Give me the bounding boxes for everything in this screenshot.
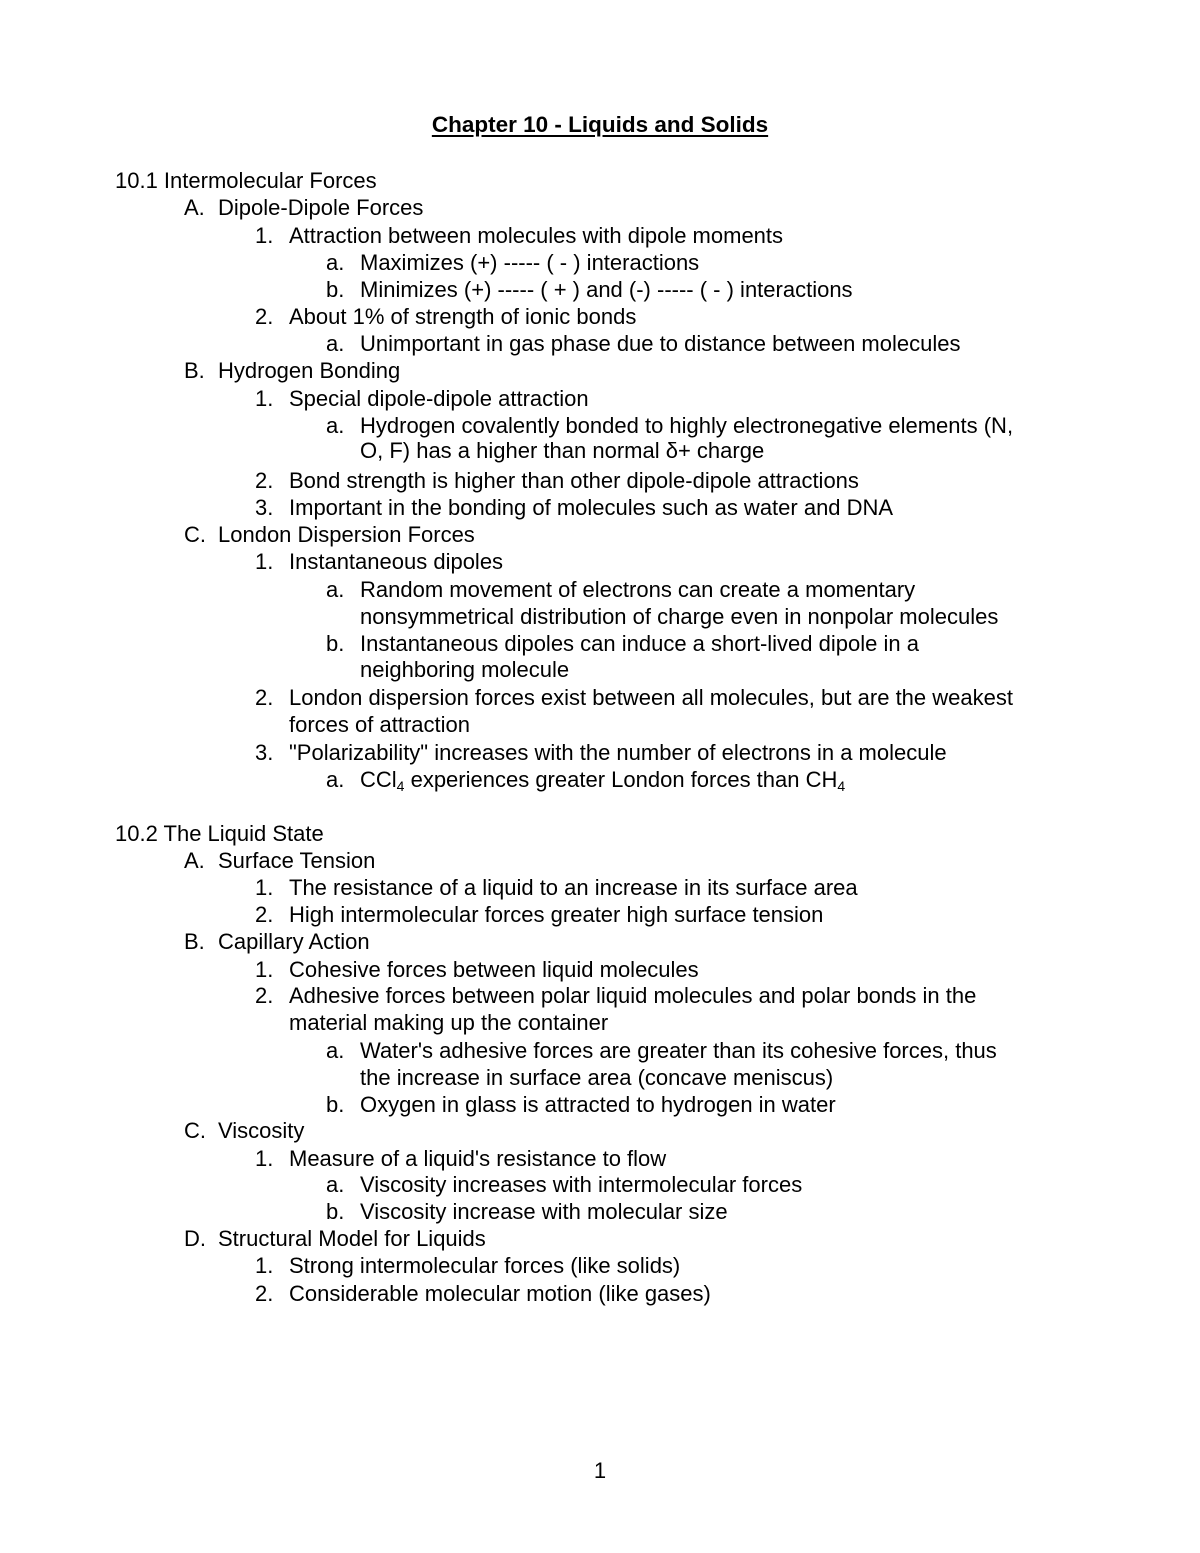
formula-ccl: CCl [360, 767, 397, 792]
item-text: Viscosity [218, 1118, 305, 1143]
subscript: 4 [837, 778, 846, 794]
item-text: Bond strength is higher than other dipole-dipole attractions [289, 468, 859, 493]
item-text: Maximizes (+) ----- ( - ) interactions [360, 250, 700, 275]
item-text: London dispersion forces exist between all molecules, but are the weakest [289, 685, 1013, 710]
item-label: A. [184, 848, 205, 873]
item-label: 2. [255, 685, 274, 710]
item-label: b. [326, 277, 345, 302]
item-label: 2. [255, 902, 274, 927]
item-text [360, 767, 845, 793]
item-text: Unimportant in gas phase due to distance between molecules [360, 331, 961, 356]
section-heading: 10.2 The Liquid State [115, 821, 324, 846]
item-text: Special dipole-dipole attraction [289, 386, 589, 411]
section-heading: 10.1 Intermolecular Forces [115, 168, 377, 193]
item-label: B. [184, 358, 205, 383]
item-text: Oxygen in glass is attracted to hydrogen in water [360, 1092, 836, 1117]
item-text: Strong intermolecular forces (like solids) [289, 1253, 681, 1278]
item-label: b. [326, 1199, 345, 1224]
item-text-continuation: the increase in surface area (concave meniscus) [360, 1065, 834, 1090]
item-text: Capillary Action [218, 929, 370, 954]
item-label: 2. [255, 304, 274, 329]
document-title: Chapter 10 - Liquids and Solids [431, 112, 769, 137]
item-text: Instantaneous dipoles [289, 549, 504, 574]
item-label: 1. [255, 386, 274, 411]
item-label: 2. [255, 468, 274, 493]
item-text: Hydrogen Bonding [218, 358, 401, 383]
item-label: a. [326, 1038, 345, 1063]
item-text-continuation: O, F) has a higher than normal δ+ charge [360, 438, 765, 463]
item-text: Measure of a liquid's resistance to flow [289, 1146, 667, 1171]
item-text: Structural Model for Liquids [218, 1226, 486, 1251]
item-text-continuation: material making up the container [289, 1010, 609, 1035]
item-label: 1. [255, 875, 274, 900]
item-label: 3. [255, 740, 274, 765]
item-label: D. [184, 1226, 206, 1251]
item-text: London Dispersion Forces [218, 522, 475, 547]
item-text: Considerable molecular motion (like gases) [289, 1281, 711, 1306]
item-label: a. [326, 577, 345, 602]
item-text: Surface Tension [218, 848, 376, 873]
item-text: "Polarizability" increases with the number of electrons in a molecule [289, 740, 947, 765]
item-label: 3. [255, 495, 274, 520]
item-text: About 1% of strength of ionic bonds [289, 304, 637, 329]
item-text: Instantaneous dipoles can induce a short-lived dipole in a [360, 631, 919, 656]
page-number: 1 [593, 1458, 607, 1483]
item-text: Minimizes (+) ----- ( + ) and (-) ----- ( - ) interactions [360, 277, 853, 302]
item-text-continuation: nonsymmetrical distribution of charge even in nonpolar molecules [360, 604, 999, 629]
subscript: 4 [396, 778, 405, 794]
item-label: b. [326, 1092, 345, 1117]
item-label: 1. [255, 223, 274, 248]
item-label: 2. [255, 1281, 274, 1306]
item-label: C. [184, 1118, 206, 1143]
item-label: 1. [255, 957, 274, 982]
item-text: Viscosity increase with molecular size [360, 1199, 728, 1224]
item-label: a. [326, 413, 345, 438]
item-text-continuation: neighboring molecule [360, 657, 570, 682]
item-text: Viscosity increases with intermolecular forces [360, 1172, 803, 1197]
item-text-continuation: forces of attraction [289, 712, 470, 737]
item-text: The resistance of a liquid to an increase in its surface area [289, 875, 858, 900]
item-text: Adhesive forces between polar liquid molecules and polar bonds in the [289, 983, 977, 1008]
item-text: Attraction between molecules with dipole moments [289, 223, 784, 248]
item-text: Water's adhesive forces are greater than its cohesive forces, thus [360, 1038, 997, 1063]
item-label: a. [326, 331, 345, 356]
item-label: 1. [255, 549, 274, 574]
item-text: Hydrogen covalently bonded to highly electronegative elements (N, [360, 413, 1014, 438]
item-text: Important in the bonding of molecules such as water and DNA [289, 495, 894, 520]
item-text: Dipole-Dipole Forces [218, 195, 424, 220]
item-label: C. [184, 522, 206, 547]
item-label: a. [326, 767, 345, 792]
item-label: a. [326, 250, 345, 275]
item-label: A. [184, 195, 205, 220]
item-label: a. [326, 1172, 345, 1197]
item-text-part: experiences greater London forces than CH [404, 767, 838, 792]
item-text: High intermolecular forces greater high surface tension [289, 902, 824, 927]
item-label: 1. [255, 1146, 274, 1171]
item-label: B. [184, 929, 205, 954]
item-text: Random movement of electrons can create a momentary [360, 577, 916, 602]
item-label: b. [326, 631, 345, 656]
item-label: 1. [255, 1253, 274, 1278]
item-label: 2. [255, 983, 274, 1008]
item-text: Cohesive forces between liquid molecules [289, 957, 699, 982]
